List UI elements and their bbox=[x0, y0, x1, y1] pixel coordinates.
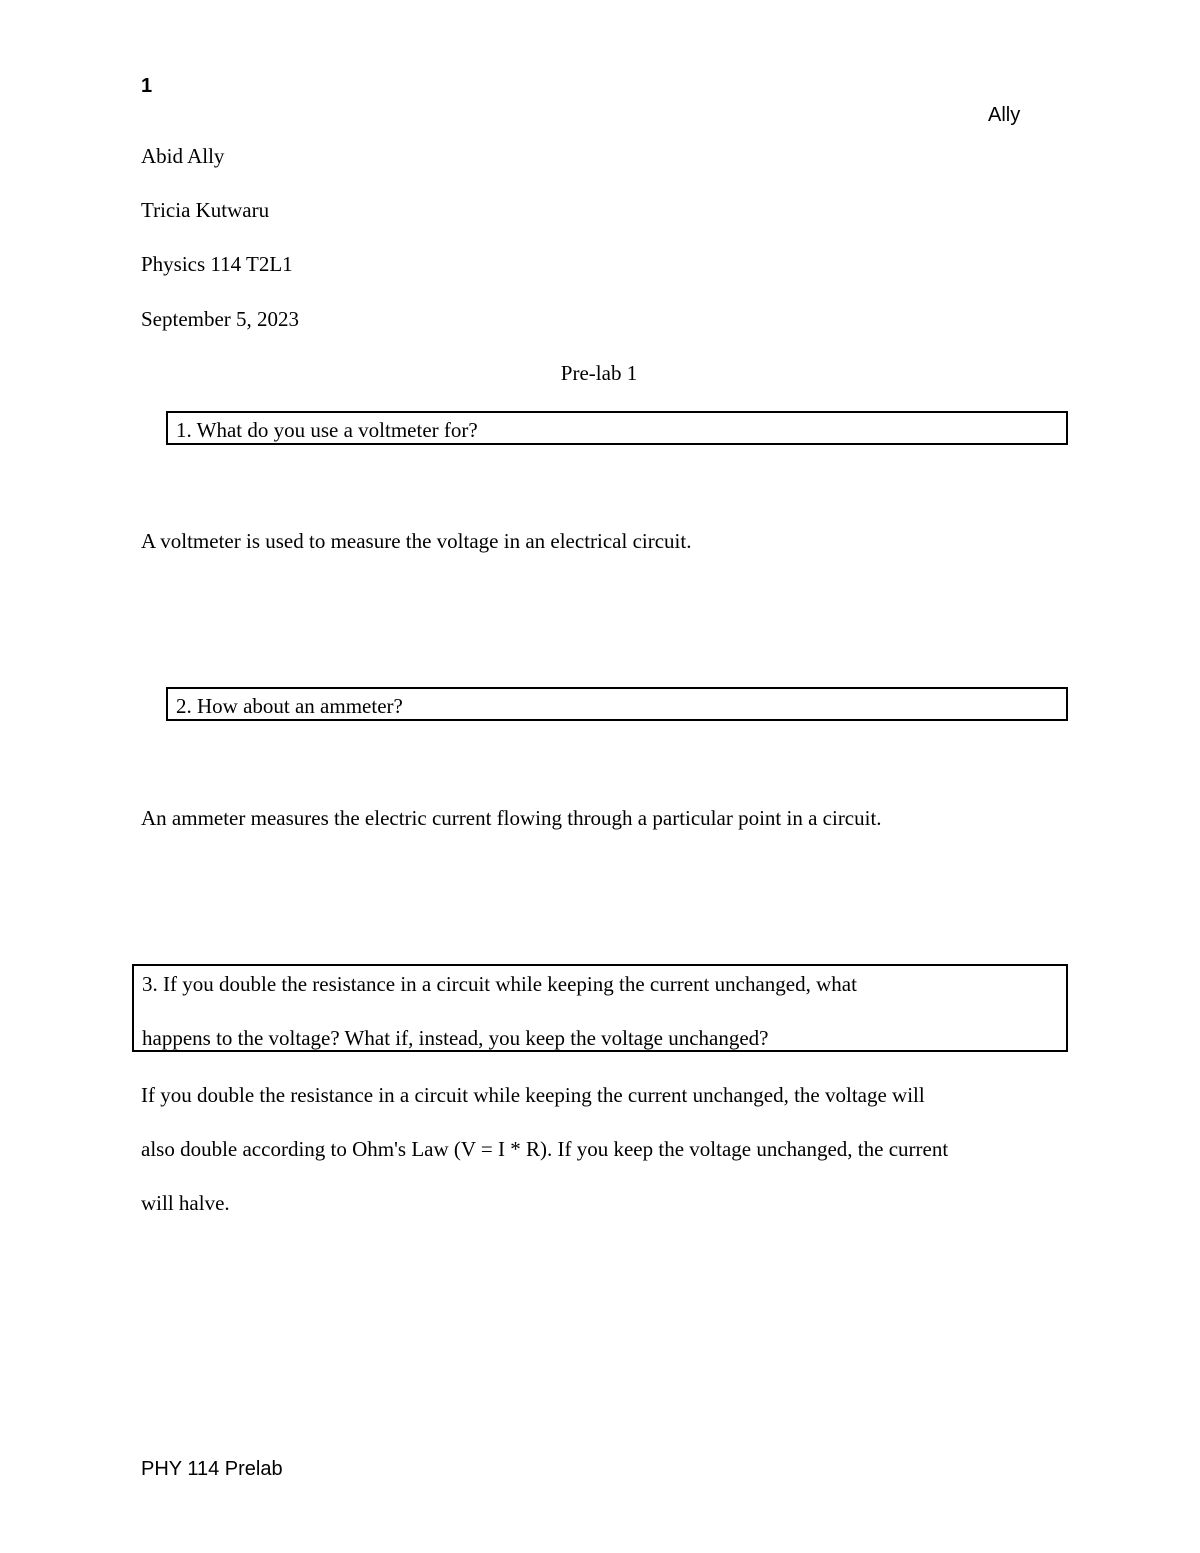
question-box-2 bbox=[166, 687, 1068, 721]
answer-1-text: A voltmeter is used to measure the voltage in an electrical circuit. bbox=[141, 529, 692, 553]
question-box-1 bbox=[166, 411, 1068, 445]
answer-3-text bbox=[141, 1083, 948, 1245]
document-title: Pre-lab 1 bbox=[560, 361, 638, 385]
running-head: Ally bbox=[988, 104, 1021, 126]
course-name: Physics 114 T2L1 bbox=[141, 252, 293, 276]
page-footer: PHY 114 Prelab bbox=[141, 1458, 283, 1480]
answer-3-line-3: will halve. bbox=[141, 1191, 230, 1215]
answer-2-text: An ammeter measures the electric current flowing through a particular point in a circuit. bbox=[141, 806, 882, 830]
student-name: Abid Ally bbox=[141, 144, 225, 168]
question-box-3 bbox=[132, 964, 1068, 1052]
question-2-text: 2. How about an ammeter? bbox=[176, 694, 403, 718]
question-3-line-1: 3. If you double the resistance in a circuit while keeping the current unchanged, what bbox=[142, 972, 857, 996]
page-number: 1 bbox=[141, 75, 153, 97]
answer-3-line-2: also double according to Ohm's Law (V = I * R). If you keep the voltage unchanged, the current bbox=[141, 1137, 949, 1161]
question-3-line-2: happens to the voltage? What if, instead, you keep the voltage unchanged? bbox=[142, 1026, 769, 1050]
instructor-name: Tricia Kutwaru bbox=[141, 198, 270, 222]
document-date: September 5, 2023 bbox=[141, 307, 300, 331]
question-1-text: 1. What do you use a voltmeter for? bbox=[176, 418, 478, 442]
answer-3-line-1: If you double the resistance in a circuit while keeping the current unchanged, the voltage will bbox=[141, 1083, 925, 1107]
